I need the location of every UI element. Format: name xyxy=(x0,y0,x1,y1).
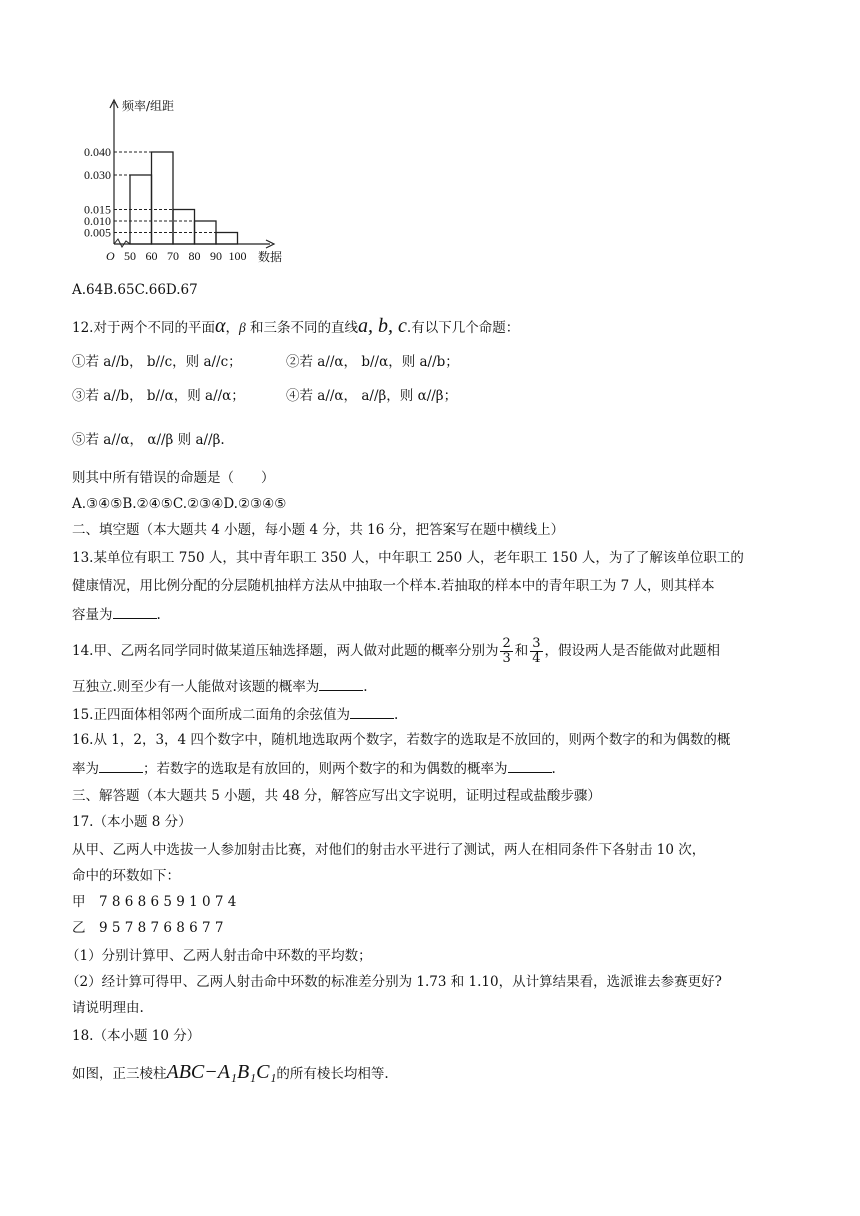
q17-title: 17.（本小题 8 分） xyxy=(72,814,192,830)
y-tick-label: 0.040 xyxy=(84,145,111,159)
x-axis-label: 数据 xyxy=(258,250,283,264)
q13-line-3: 容量为 . xyxy=(72,604,161,625)
x-tick-label: 100 xyxy=(228,249,247,263)
line-symbols: a, b, c xyxy=(358,315,407,337)
q18-title: 18.（本小题 10 分） xyxy=(72,1028,201,1044)
q16-line-1: 16.从 1，2，3，4 四个数字中，随机地选取两个数字，若数字的选取是不放回的，则两个数字的和为偶数的概 xyxy=(72,732,731,748)
histogram-bar xyxy=(216,233,238,245)
beta-symbol: β xyxy=(238,320,246,335)
prism-name: ABC−A₁B₁C₁ xyxy=(166,1061,277,1083)
y-tick-label: 0.030 xyxy=(84,168,111,182)
y-tick-label: 0.015 xyxy=(84,202,111,217)
q16-line-2: 率为 ；若数字的选取是有放回的，则两个数字的和为偶数的概率为 . xyxy=(72,758,556,779)
q17-part-1: （1）分别计算甲、乙两人射击命中环数的平均数； xyxy=(66,948,372,964)
q14-line-2: 互独立.则至少有一人能做对该题的概率为 . xyxy=(72,676,368,697)
q17-line-1: 从甲、乙两人中选拔一人参加射击比赛，对他们的射击水平进行了测试，两人在相同条件下各射击 10 次， xyxy=(72,842,706,858)
q12-stem: 12.对于两个不同的平面α，β 和三条不同的直线a, b, c.有以下几个命题： xyxy=(72,315,520,337)
answer-blank[interactable] xyxy=(113,604,157,619)
x-tick-label: 50 xyxy=(124,249,136,263)
fraction-two-thirds: $\frac{2}{3}$ xyxy=(502,636,511,666)
q18-stem: 如图，正三棱柱ABC−A₁B₁C₁的所有棱长均相等. xyxy=(72,1061,389,1083)
q12-question: 则其中所有错误的命题是（ ） xyxy=(72,470,275,486)
q12-proposition-2: ②若 a//α， b//α，则 a//b； xyxy=(286,354,459,370)
q17-line-2: 命中的环数如下： xyxy=(72,868,180,884)
frequency-histogram xyxy=(70,94,310,274)
q17-part-2: （2）经计算可得甲、乙两人射击命中环数的标准差分别为 1.73 和 1.10，从计算结果看，选派谁去参赛更好? xyxy=(66,974,722,990)
fraction-three-quarters: $\frac{3}{4}$ xyxy=(532,636,541,666)
q17-part-2-cont: 请说明理由. xyxy=(72,1000,144,1016)
q15: 15.正四面体相邻两个面所成二面角的余弦值为 . xyxy=(72,704,398,725)
q17-yi-scores: 乙 9 5 7 8 7 6 8 6 7 7 xyxy=(72,920,224,936)
q12-choices: A.③④⑤B.②④⑤C.②③④D.②③④⑤ xyxy=(72,496,287,512)
q14-line-1: 14.甲、乙两名同学同时做某道压轴选择题，两人做对此题的概率分别为 $\frac{2}{3}$ 和 $\frac{3}{4}$ ，假设两人是否能做对此题相 xyxy=(72,636,721,666)
y-axis-label: 频率/组距 xyxy=(122,99,175,113)
answer-blank[interactable] xyxy=(508,758,552,773)
x-tick-label: 80 xyxy=(188,249,201,263)
q11-choices: A.64B.65C.66D.67 xyxy=(72,282,198,298)
q12-proposition-1: ①若 a//b， b//c，则 a//c； xyxy=(72,354,242,370)
axis-break xyxy=(114,239,130,247)
answer-blank[interactable] xyxy=(319,676,363,691)
section-2-heading: 二、填空题（本大题共 4 小题，每小题 4 分，共 16 分，把答案写在题中横线上） xyxy=(72,522,565,538)
y-tick-label: 0.010 xyxy=(84,214,111,228)
q12-proposition-4: ④若 a//α， a//β，则 α//β； xyxy=(286,388,458,404)
origin-label: O xyxy=(106,249,115,263)
histogram-bar xyxy=(173,210,195,245)
x-tick-label: 60 xyxy=(145,249,158,263)
q13-line-1: 13.某单位有职工 750 人，其中青年职工 350 人，中年职工 250 人，老年职工 150 人，为了了解该单位职工的 xyxy=(72,550,744,566)
section-3-heading: 三、解答题（本大题共 5 小题，共 48 分，解答应写出文字说明，证明过程或盐酸步骤） xyxy=(72,788,601,804)
alpha-symbol: α xyxy=(214,315,226,337)
histogram-bar xyxy=(152,152,174,244)
y-tick-label: 0.005 xyxy=(84,225,111,240)
x-tick-label: 70 xyxy=(167,249,179,263)
q12-proposition-3: ③若 a//b， b//α，则 a//α； xyxy=(72,388,245,404)
x-tick-label: 90 xyxy=(210,249,222,263)
answer-blank[interactable] xyxy=(350,704,394,719)
answer-blank[interactable] xyxy=(99,758,143,773)
q13-line-2: 健康情况，用比例分配的分层随机抽样方法从中抽取一个样本.若抽取的样本中的青年职工为 7 人，则其样本 xyxy=(72,578,715,594)
q12-proposition-5: ⑤若 a//α， α//β 则 a//β. xyxy=(72,432,225,448)
q17-jia-scores: 甲 7 8 6 8 6 5 9 1 0 7 4 xyxy=(72,894,237,910)
